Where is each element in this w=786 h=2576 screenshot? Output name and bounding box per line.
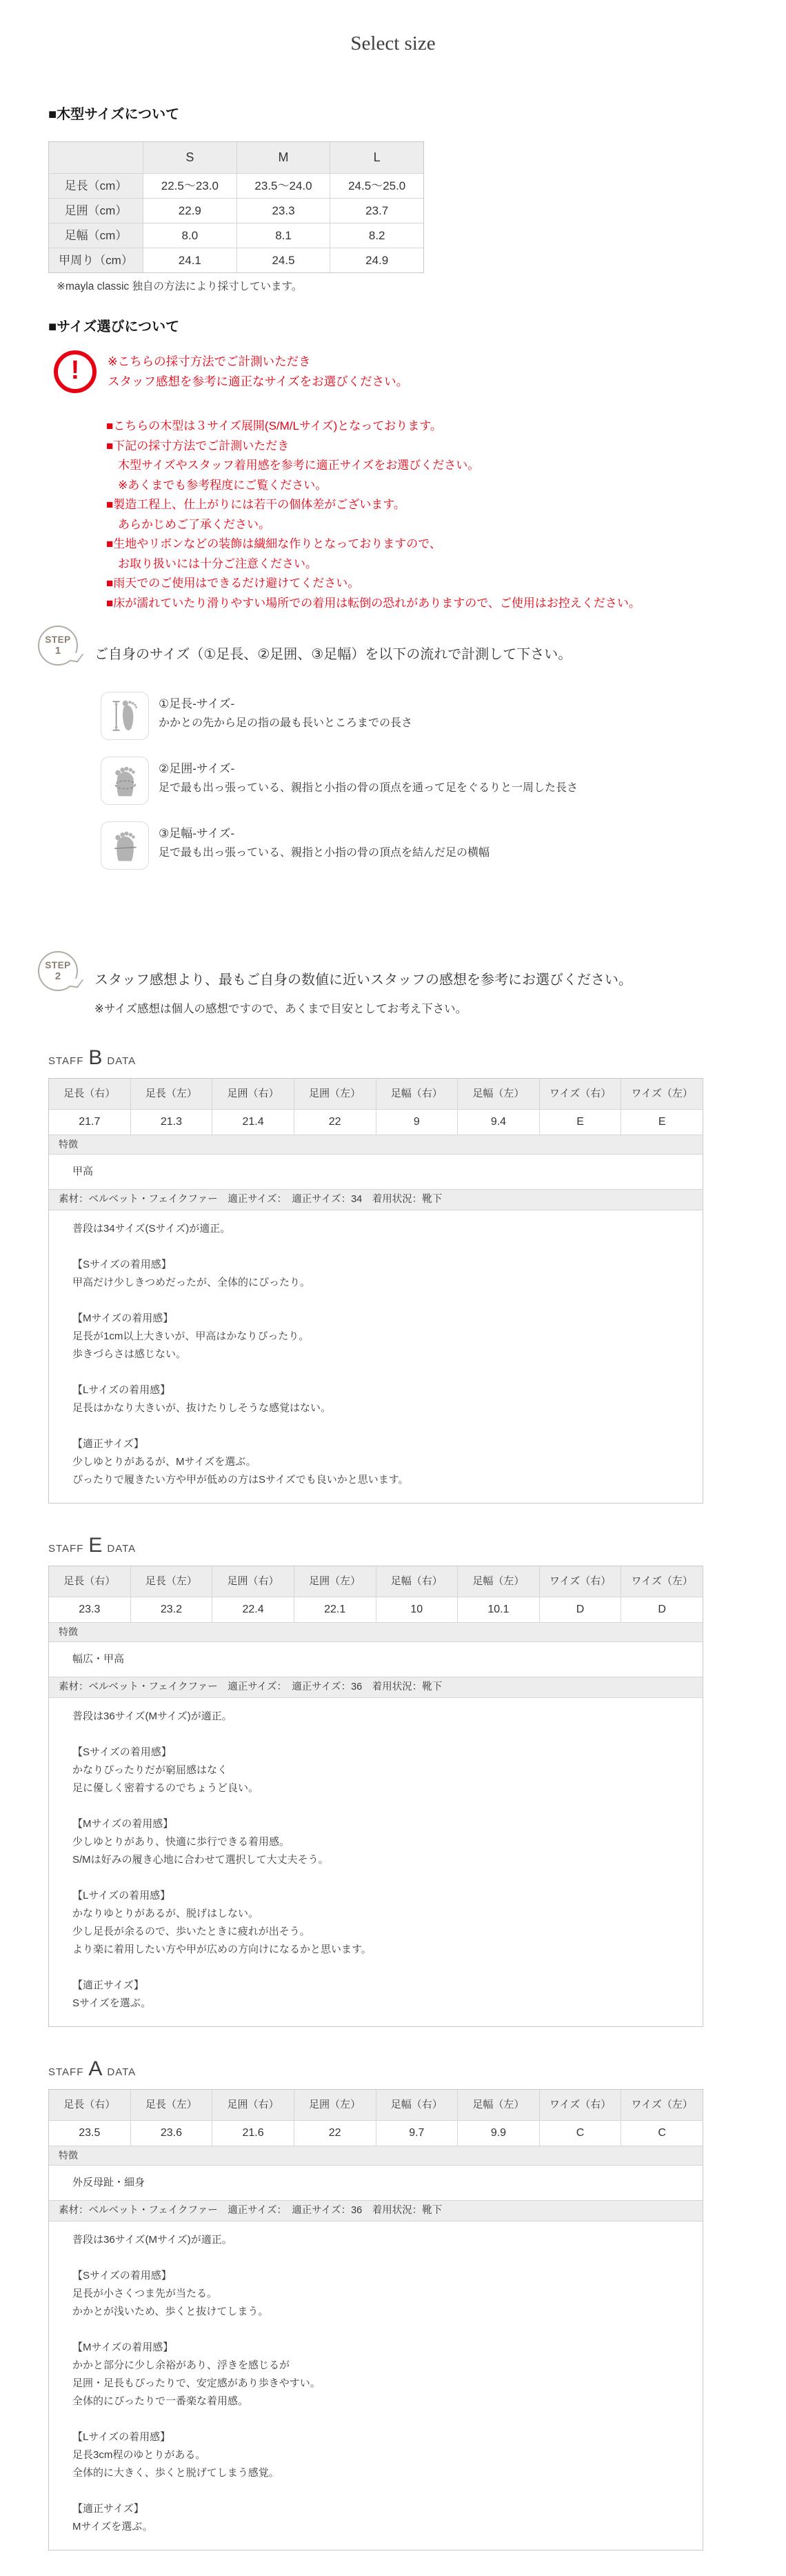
size-row-label: 甲周り（cm） (49, 248, 143, 272)
staff-value-cell: C (658, 2127, 666, 2139)
size-value-cell: 23.5～24.0 (237, 174, 331, 198)
exclamation-glyph: ! (70, 356, 80, 385)
size-value-cell: 24.5～25.0 (330, 174, 423, 198)
feature-value: 幅広・甲高 (49, 1642, 703, 1677)
size-value-cell: 8.2 (330, 223, 423, 248)
staff-value-cell: 23.5 (49, 2121, 131, 2146)
staff-word: STAFF (48, 1055, 84, 1067)
warning-intro-line: ※こちらの採寸方法でご計測いただき (108, 355, 311, 368)
staff-value-cell: 21.3 (131, 1110, 213, 1135)
staff-comment-line: Sサイズを選ぶ。 (72, 1997, 152, 2009)
staff-comment-line (72, 1797, 689, 1815)
measure-item-text (159, 692, 412, 740)
step2-section (0, 951, 786, 1016)
size-table-header-row (49, 142, 423, 174)
red-notice-line: ■製造工程上、仕上がりには若干の個体差がございます。 (106, 498, 405, 511)
staff-comment-line: 少し足長が余るので、歩いたときに疲れが出そう。 (72, 1926, 310, 1937)
staff-value-cell: 10.1 (458, 1597, 540, 1622)
foot-length-illustration (105, 696, 145, 736)
staff-comment-line: 足に優しく密着するのでちょうど良い。 (72, 1782, 259, 1794)
staff-table (48, 2089, 703, 2550)
staff-value-cell: 23.3 (49, 1597, 131, 1622)
staff-comment-line: より楽に着用したい方や甲が広めの方向けになるかと思います。 (72, 1944, 372, 1955)
staff-value-row (49, 1110, 703, 1135)
staff-word: STAFF (48, 1543, 84, 1555)
staff-value-cell: E (540, 1110, 622, 1135)
size-value-cell: 8.1 (237, 223, 331, 248)
measure-item-text (159, 757, 578, 805)
staff-column-header: 足囲（左） (294, 1566, 376, 1597)
staff-comment-line: 足長はかなり大きいが、抜けたりしそうな感覚はない。 (72, 1402, 332, 1414)
red-notice-line: ■床が濡れていたり滑りやすい場所での着用は転倒の恐れがありますので、ご使用はお控えください。 (106, 596, 641, 610)
measure-item-title: ②足囲-サイズ- (159, 762, 235, 775)
feature-label: 特徴 (49, 1623, 703, 1641)
staff-value-cell: 9.4 (458, 1110, 540, 1135)
red-notice-line: ■雨天でのご使用はできるだけ避けてください。 (106, 577, 360, 590)
staff-comment-line (72, 1726, 689, 1744)
measure-item-title: ③足幅-サイズ- (159, 827, 235, 840)
material-size-row: 素材：ベルベット・フェイクファー 適正サイズ： 適正サイズ：34 着用状況：靴下 (49, 1190, 703, 1210)
staff-comment-line: 【Sサイズの着用感】 (72, 2270, 172, 2282)
staff-column-header: ワイズ（右） (540, 2090, 622, 2120)
warning-block (54, 350, 786, 395)
staff-comment-line: 全体的にぴったりで一番楽な着用感。 (72, 2395, 249, 2407)
staff-letter: A (88, 2057, 103, 2080)
staff-comment-line: 甲高だけ少しきつめだったが、全体的にぴったり。 (72, 1277, 311, 1288)
staff-comment-line: 【Lサイズの着用感】 (72, 1384, 171, 1396)
measure-note: ※mayla classic 独自の方法により採寸しています。 (57, 281, 303, 292)
staff-comments (49, 1698, 703, 2026)
size-table-corner-cell (49, 142, 143, 173)
measure-item-desc: かかとの先から足の指の最も長いところまでの長さ (159, 717, 413, 729)
material-size-row: 素材：ベルベット・フェイクファー 適正サイズ： 適正サイズ：36 着用状況：靴下 (49, 1677, 703, 1697)
staff-comment-line: 【適正サイズ】 (72, 1438, 144, 1450)
staff-comment-line: 【適正サイズ】 (72, 2503, 144, 2515)
staff-comment-line: 足囲・足長もぴったりで、安定感があり歩きやすい。 (72, 2377, 321, 2389)
staff-value-cell: D (540, 1597, 622, 1622)
warning-intro (108, 350, 408, 392)
staff-value-cell: 23.2 (131, 1597, 213, 1622)
staff-comment-line: 【Mサイズの着用感】 (72, 1312, 174, 1324)
red-notice-line: お取り扱いには十分ご注意ください。 (106, 557, 317, 570)
staff-value-row (49, 2121, 703, 2146)
staff-comment-line: S/Mは好みの履き心地に合わせて選択して大丈夫そう。 (72, 1854, 329, 1866)
staff-comment-line (72, 1238, 689, 1256)
staff-column-header: 足幅（左） (458, 1079, 540, 1109)
staff-comment-line (72, 2482, 689, 2500)
size-row-label: 足長（cm） (49, 174, 143, 198)
staff-comment-line: 普段は34サイズ(Sサイズ)が適正。 (72, 1223, 231, 1235)
size-column-header: L (330, 142, 423, 173)
size-value-cell: 23.3 (237, 199, 331, 223)
step2-lead: スタッフ感想より、最もご自身の数値に近いスタッフの感想を参考にお選びください。 (94, 972, 632, 988)
step1-lead: ご自身のサイズ（①足長、②足囲、③足幅）を以下の流れで計測して下さい。 (94, 647, 572, 662)
data-word: DATA (107, 2066, 137, 2078)
page-title: Select size (350, 32, 436, 54)
staff-section (48, 1046, 703, 1504)
staff-header-row (49, 2090, 703, 2121)
staff-word: STAFF (48, 2066, 84, 2078)
size-value-cell: 22.5～23.0 (143, 174, 237, 198)
staff-value-cell: 22.4 (212, 1597, 294, 1622)
feature-value: 甲高 (49, 1155, 703, 1189)
last-size-section (0, 106, 786, 294)
step2-badge (38, 951, 78, 991)
step2-row (38, 951, 786, 991)
staff-column-header: 足長（左） (131, 1566, 213, 1597)
step-badge-number: 2 (54, 970, 61, 982)
measure-item-foot-width (101, 821, 786, 870)
size-row-label: 足幅（cm） (49, 223, 143, 248)
staff-comment-line: 普段は36サイズ(Mサイズ)が適正。 (72, 2234, 232, 2246)
staff-column-header: 足幅（右） (376, 2090, 458, 2120)
foot-width-illustration (105, 826, 145, 866)
size-value-cell: 24.1 (143, 248, 237, 272)
step-badge-label: STEP (45, 634, 71, 645)
data-word: DATA (107, 1055, 137, 1067)
red-notice-line: ※あくまでも参考程度にご覧ください。 (106, 478, 328, 492)
staff-comment-line: 歩きづらさは感じない。 (72, 1348, 187, 1360)
step2-note: ※サイズ感想は個人の感想ですので、あくまで目安としてお考え下さい。 (94, 1003, 467, 1015)
staff-column-header: 足囲（右） (212, 2090, 294, 2120)
staff-column-header: 足長（右） (49, 1079, 131, 1109)
data-word: DATA (107, 1543, 137, 1555)
staff-column-header: 足長（左） (131, 2090, 213, 2120)
size-row-label: 足囲（cm） (49, 199, 143, 223)
staff-section (48, 2057, 703, 2550)
staff-column-header: ワイズ（左） (621, 1566, 703, 1597)
staff-letter: B (88, 1046, 103, 1069)
staff-value-cell: D (658, 1604, 666, 1615)
staff-comment-line (72, 1869, 689, 1887)
feature-label: 特徴 (49, 1135, 703, 1154)
staff-value-cell: 9 (376, 1110, 458, 1135)
staff-value-cell: 21.6 (212, 2121, 294, 2146)
measure-items (101, 692, 786, 870)
size-select-section (0, 319, 786, 613)
size-value-cell: 24.9 (330, 248, 423, 272)
staff-column-header: 足幅（左） (458, 1566, 540, 1597)
staff-column-header: 足囲（左） (294, 2090, 376, 2120)
staff-header-row (49, 1566, 703, 1597)
feature-label: 特徴 (49, 2146, 703, 2165)
staff-value-row (49, 1597, 703, 1623)
staff-comment-line (72, 2410, 689, 2428)
staff-comment-line: 【Lサイズの着用感】 (72, 2431, 171, 2443)
material-size-row: 素材：ベルベット・フェイクファー 適正サイズ： 適正サイズ：36 着用状況：靴下 (49, 2201, 703, 2221)
staff-comment-line: 足長3cm程のゆとりがある。 (72, 2449, 206, 2461)
staff-comment-line: 【Mサイズの着用感】 (72, 1818, 174, 1830)
red-notice-line: あらかじめご了承ください。 (106, 517, 270, 531)
foot-width-icon (101, 821, 149, 870)
staff-value-cell: 10 (376, 1597, 458, 1622)
staff-comment-line (72, 1417, 689, 1435)
measure-item-title: ①足長-サイズ- (159, 697, 235, 710)
warning-intro-line: スタッフ感想を参考に適正なサイズをお選びください。 (108, 375, 409, 388)
staff-comment-line: かなりぴったりだが窮屈感はなく (72, 1764, 228, 1776)
size-table-row (49, 223, 423, 248)
staff-comment-line: 【Mサイズの着用感】 (72, 2342, 174, 2353)
measure-item-foot-girth (101, 757, 786, 805)
staff-column-header: 足囲（右） (212, 1079, 294, 1109)
step1-badge (38, 626, 78, 666)
staff-comments (49, 2221, 703, 2550)
select-size-page (0, 32, 786, 2550)
size-column-header: M (237, 142, 331, 173)
staff-value-cell: 21.7 (49, 1110, 131, 1135)
size-table-row (49, 199, 423, 223)
last-size-table (48, 141, 424, 273)
staff-column-header: 足幅（右） (376, 1566, 458, 1597)
red-notice-line: ■こちらの木型は３サイズ展開(S/M/Lサイズ)となっております。 (106, 419, 442, 432)
staff-column-header: ワイズ（右） (540, 1566, 622, 1597)
staff-column-header: 足長（左） (131, 1079, 213, 1109)
size-table-row (49, 174, 423, 199)
staff-value-cell: 21.4 (212, 1110, 294, 1135)
staff-table (48, 1078, 703, 1504)
staff-comment-line: 少しゆとりがあり、快適に歩行できる着用感。 (72, 1836, 290, 1848)
staff-column-header: 足幅（右） (376, 1079, 458, 1109)
staff-heading (48, 2057, 703, 2081)
warning-icon (54, 350, 97, 393)
step-badge-label: STEP (45, 959, 71, 970)
foot-girth-icon (101, 757, 149, 805)
staff-value-cell: E (658, 1116, 666, 1128)
size-value-cell: 24.5 (237, 248, 331, 272)
red-notice-list (106, 417, 786, 613)
size-column-header: S (143, 142, 237, 173)
measure-item-foot-length (101, 692, 786, 740)
staff-column-header: ワイズ（右） (540, 1079, 622, 1109)
staff-column-header: ワイズ（左） (621, 1079, 703, 1109)
staff-comment-line: かかとが浅いため、歩くと抜けてしまう。 (72, 2306, 269, 2317)
staff-column-header: 足幅（左） (458, 2090, 540, 2120)
size-value-cell: 22.9 (143, 199, 237, 223)
size-table-row (49, 248, 423, 272)
measure-item-text (159, 821, 490, 870)
foot-length-icon (101, 692, 149, 740)
staff-column-header: 足長（右） (49, 1566, 131, 1597)
staff-column-header: 足長（右） (49, 2090, 131, 2120)
staff-comment-line: かなりゆとりがあるが、脱げはしない。 (72, 1908, 259, 1919)
red-notice-line: ■下記の採寸方法でご計測いただき (106, 439, 290, 452)
measure-item-desc: 足で最も出っ張っている、親指と小指の骨の頂点を結んだ足の横幅 (159, 847, 490, 859)
step1-row (38, 626, 786, 666)
staff-value-cell: 9.9 (458, 2121, 540, 2146)
staff-comment-line: ぴったりで履きたい方や甲が低めの方はSサイズでも良いかと思います。 (72, 1474, 409, 1486)
staff-letter: E (88, 1534, 103, 1557)
step-badge-number: 1 (54, 644, 61, 657)
size-value-cell: 23.7 (330, 199, 423, 223)
staff-comment-line: 足長が小さくつま先が当たる。 (72, 2288, 218, 2299)
staff-value-cell: 9.7 (376, 2121, 458, 2146)
staff-comment-line (72, 1959, 689, 1977)
staff-comment-line: 全体的に大きく、歩くと脱げてしまう感覚。 (72, 2467, 279, 2479)
size-value-cell: 8.0 (143, 223, 237, 248)
staff-heading (48, 1046, 703, 1070)
last-size-heading: ■木型サイズについて (48, 107, 180, 122)
staff-comment-line (72, 2249, 689, 2267)
step1-section (0, 626, 786, 870)
staff-comment-line: Mサイズを選ぶ。 (72, 2521, 153, 2533)
staff-value-cell: 23.6 (131, 2121, 213, 2146)
staff-value-cell: C (540, 2121, 622, 2146)
staff-comment-line: 普段は36サイズ(Mサイズ)が適正。 (72, 1710, 232, 1722)
staff-comment-line: 【Sサイズの着用感】 (72, 1259, 172, 1270)
staff-comment-line: 足長が1cm以上大きいが、甲高はかなりぴったり。 (72, 1330, 310, 1342)
staff-column-header: ワイズ（左） (621, 2090, 703, 2120)
measure-item-desc: 足で最も出っ張っている、親指と小指の骨の頂点を通って足をぐるりと一周した長さ (159, 782, 578, 794)
staff-comment-line: かかと部分に少し余裕があり、浮きを感じるが (72, 2359, 290, 2371)
size-select-heading: ■サイズ選びについて (48, 319, 180, 335)
staff-comment-line (72, 1292, 689, 1310)
red-notice-line: 木型サイズやスタッフ着用感を参考に適正サイズをお選びください。 (106, 459, 480, 472)
staff-value-cell: 22 (294, 2121, 376, 2146)
staff-value-cell: 22 (294, 1110, 376, 1135)
staff-heading (48, 1534, 703, 1557)
staff-column-header: 足囲（左） (294, 1079, 376, 1109)
staff-value-cell: 22.1 (294, 1597, 376, 1622)
staff-comment-line (72, 2321, 689, 2339)
staff-comment-line: 【適正サイズ】 (72, 1979, 144, 1991)
staff-comment-line: 【Lサイズの着用感】 (72, 1890, 171, 1901)
staff-column-header: 足囲（右） (212, 1566, 294, 1597)
staff-comment-line (72, 1364, 689, 1381)
staff-section (48, 1534, 703, 2027)
staff-comments (49, 1210, 703, 1503)
foot-girth-illustration (105, 761, 145, 801)
staff-comment-line: 【Sサイズの着用感】 (72, 1746, 172, 1758)
staff-table (48, 1566, 703, 2027)
feature-value: 外反母趾・細身 (49, 2166, 703, 2200)
staff-comment-line: 少しゆとりがあるが、Mサイズを選ぶ。 (72, 1456, 256, 1468)
staff-header-row (49, 1079, 703, 1110)
red-notice-line: ■生地やリボンなどの装飾は繊細な作りとなっておりますので、 (106, 537, 441, 550)
